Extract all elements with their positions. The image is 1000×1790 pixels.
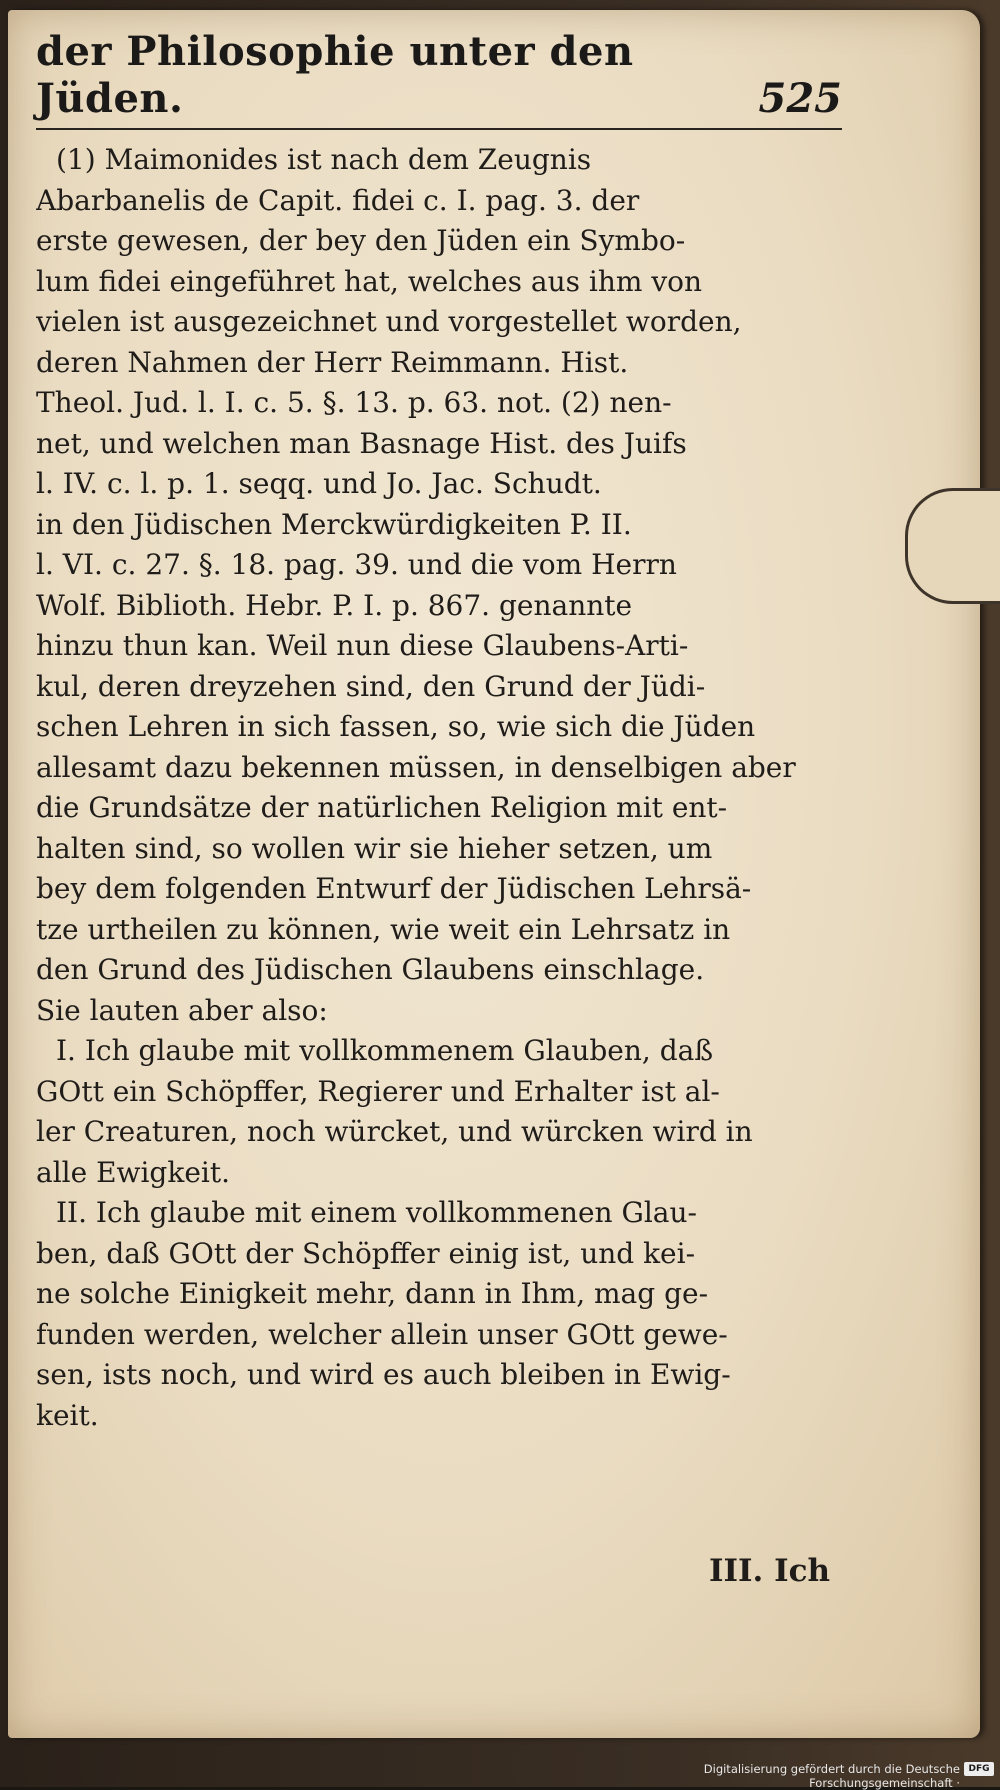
text-line: Theol. Jud. l. I. c. 5. §. 13. p. 63. not. (2) nen- [36, 386, 672, 419]
text-line: l. IV. c. l. p. 1. seqq. und Jo. Jac. Schudt. [36, 467, 602, 500]
text-line: lum fidei eingeführet hat, welches aus ihm von [36, 264, 703, 298]
text-line: I. Ich glaube mit vollkommenem Glauben, daß [56, 1034, 714, 1067]
text-line: alle Ewigkeit. [36, 1155, 231, 1189]
dfg-logo: DFG [964, 1762, 994, 1776]
text-line: halten sind, so wollen wir sie hieher setzen, um [36, 831, 713, 865]
text-line: allesamt dazu bekennen müssen, in denselbigen aber [36, 750, 796, 784]
text-line: Wolf. Biblioth. Hebr. P. I. p. 867. genannte [36, 588, 633, 622]
page-number: 525 [758, 75, 842, 122]
text-line: Sie lauten aber also: [36, 993, 328, 1027]
text-line: l. VI. c. 27. §. 18. pag. 39. und die vom Herrn [36, 548, 677, 581]
text-line: erste gewesen, der bey den Jüden ein Symbo- [36, 224, 686, 257]
text-line: schen Lehren in sich fassen, so, wie sich die Jüden [36, 710, 756, 743]
text-line: Abarbanelis de Capit. fidei c. I. pag. 3. der [36, 183, 640, 217]
text-line: vielen ist ausgezeichnet und vorgestellet worden, [36, 305, 742, 338]
text-line: sen, ists noch, und wird es auch bleiben in Ewig- [36, 1358, 731, 1391]
text-line: (1) Maimonides ist nach dem Zeugnis [56, 143, 592, 176]
digitization-credit: Digitalisierung gefördert durch die Deutsche Forschungsgemeinschaft · [703, 1762, 960, 1790]
text-line: ben, daß GOtt der Schöpffer einig ist, und kei- [36, 1236, 696, 1270]
text-line: ler Creaturen, noch würcket, und würcken wird in [36, 1115, 753, 1148]
text-line: die Grundsätze der natürlichen Religion mit ent- [36, 791, 728, 824]
text-line: hinzu thun kan. Weil nun diese Glaubens-Arti- [36, 629, 689, 662]
text-line: GOtt ein Schöpffer, Regierer und Erhalter ist al- [36, 1074, 720, 1108]
text-line: den Grund des Jüdischen Glaubens einschlage. [36, 953, 705, 986]
text-line: bey dem folgenden Entwurf der Jüdischen Lehrsä- [36, 872, 752, 905]
text-line: deren Nahmen der Herr Reimmann. Hist. [36, 345, 629, 379]
text-line: kul, deren dreyzehen sind, den Grund der Jüdi- [36, 669, 706, 703]
text-line: in den Jüdischen Merckwürdigkeiten P. II. [36, 507, 632, 541]
page-tab-marker [905, 488, 1000, 604]
text-line: keit. [36, 1398, 99, 1432]
page-body [36, 140, 846, 1436]
text-line: ne solche Einigkeit mehr, dann in Ihm, mag ge- [36, 1277, 709, 1310]
text-line: tze urtheilen zu können, wie weit ein Lehrsatz in [36, 912, 731, 946]
text-line: II. Ich glaube mit einem vollkommenen Glau- [56, 1196, 697, 1229]
text-line: funden werden, welcher allein unser GOtt gewe- [36, 1317, 728, 1351]
page-header [36, 28, 842, 130]
catchword: III. Ich [708, 1553, 830, 1589]
text-line: net, und welchen man Basnage Hist. des Juifs [36, 426, 687, 460]
running-head: der Philosophie unter den Jüden. [36, 28, 634, 122]
